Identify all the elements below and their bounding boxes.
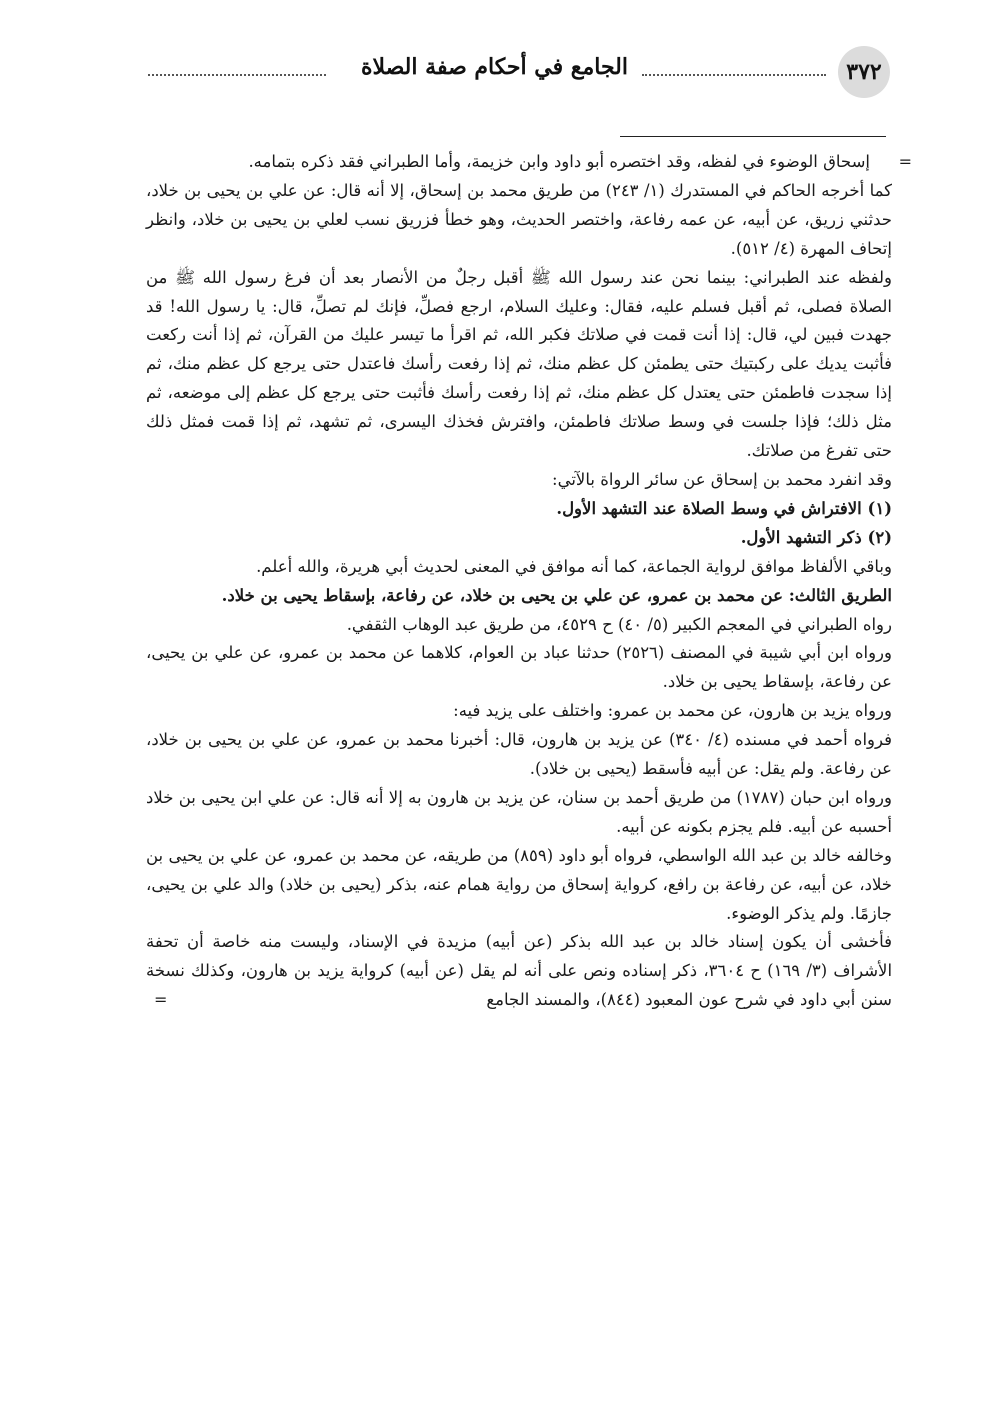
footnote-paragraph: وخالفه خالد بن عبد الله الواسطي، فرواه أبو داود (٨٥٩) من طريقه، عن محمد بن عمرو، عن علي بن يحيى بن خلاد، عن أبيه، عن رفاعة بن رافع، كرواية إسحاق من رواية همام عنه، بذكر (يحيى بن خلاد) والد علي بن يحيى، جازمًا. ولم يذكر الوضوء. — [146, 845, 893, 923]
footnote-paragraph: ورواه يزيد بن هارون، عن محمد بن عمرو: واختلف على يزيد فيه: — [453, 701, 892, 721]
footnote-paragraph: رواه الطبراني في المعجم الكبير (٥/ ٤٠) ح ٤٥٢٩، من طريق عبد الوهاب الثقفي. — [346, 614, 892, 634]
footnote-body — [146, 148, 912, 1015]
footnote-paragraph-bold: (٢) ذكر التشهد الأول. — [740, 527, 892, 547]
book-title: الجامع في أحكام صفة الصلاة — [360, 54, 628, 80]
page-number-badge — [838, 46, 890, 98]
footnote-paragraph: ورواه ابن حبان (١٧٨٧) من طريق أحمد بن سنان، عن يزيد بن هارون به إلا أنه قال: عن علي ابن يحيى بن خلاد أحسبه عن أبيه. فلم يجزم بكونه عن أبيه. — [146, 787, 892, 836]
header-dot-leader-right — [642, 74, 826, 76]
continuation-mark: = — [898, 152, 912, 171]
footnote-paragraph: وقد انفرد محمد بن إسحاق عن سائر الرواة بالآتي: — [552, 469, 892, 489]
end-continuation-mark: = — [154, 990, 168, 1010]
footnote-paragraph: فرواه أحمد في مسنده (٤/ ٣٤٠) عن يزيد بن هارون، قال: أخبرنا محمد بن عمرو، عن علي بن يحيى بن خلاد، عن رفاعة. ولم يقل: عن أبيه فأسقط (يحيى بن خلاد). — [146, 730, 892, 779]
footnote-paragraph: إسحاق الوضوء في لفظه، وقد اختصره أبو داود وابن خزيمة، وأما الطبراني فقد ذكره بتمامه. — [248, 152, 870, 171]
footnote-paragraph: وباقي الألفاظ موافق لرواية الجماعة، كما أنه موافق في المعنى لحديث أبي هريرة، والله أعلم. — [256, 556, 892, 576]
footnote-paragraph: كما أخرجه الحاكم في المستدرك (١/ ٢٤٣) من طريق محمد بن إسحاق، إلا أنه قال: عن علي بن يحيى بن خلاد، حدثني زريق، عن أبيه، عن عمه رفاعة، واختصر الحديث، وهو خطأ فزريق نسب لعلي بن يحيى بن خلاد، وانظر إتحاف المهرة (٤/ ٥١٢). — [146, 180, 892, 258]
page-number: ٣٧٢ — [846, 59, 882, 85]
footnote-paragraph-bold: (١) الافتراش في وسط الصلاة عند التشهد الأول. — [556, 498, 892, 518]
footnote-paragraph: فأخشى أن يكون إسناد خالد بن عبد الله بذكر (عن أبيه) مزيدة في الإسناد، وليست منه خاصة أن تحفة الأشراف (٣/ ١٦٩) ح ٣٦٠٤، ذكر إسناده ونص على أنه لم يقل (عن أبيه) كرواية يزيد بن هارون، وكذلك نسخة سنن أبي داود في شرح عون المعبود (٨٤٤)، والمسند الجامع — [146, 932, 893, 1010]
footnote-separator-rule — [620, 136, 886, 137]
header-dot-leader-left — [148, 74, 326, 76]
footnote-paragraph: ولفظه عند الطبراني: بينما نحن عند رسول الله ﷺ أقبل رجلٌ من الأنصار بعد أن فرغ رسول الله ﷺ من الصلاة فصلى، ثم أقبل فسلم عليه، فقال: وعليك السلام، ارجع فصلِّ، فإنك لم تصلِّ، قال: يا رسول الله! قد جهدت فبين لي، قال: إذا أنت قمت في صلاتك فكبر الله، ثم اقرأ ما تيسر عليك من القرآن، ثم إذا أنت ركعت فأثبت يديك على ركبتيك حتى يطمئن كل عظم منك، ثم إذا رفعت رأسك فاعتدل حتى يرجع كل عظم منك، ثم إذا سجدت فاطمئن حتى يعتدل كل عظم منك، ثم إذا رفعت رأسك فأثبت حتى يرجع كل عظم إلى موضعه، ثم مثل ذلك؛ فإذا جلست في وسط صلاتك فاطمئن، وافترش فخذك اليسرى، ثم تشهد، ثم إذا قمت فمثل ذلك حتى تفرغ من صلاتك. — [146, 267, 892, 461]
footnote-paragraph: ورواه ابن أبي شيبة في المصنف (٢٥٢٦) حدثنا عباد بن العوام، كلاهما عن محمد بن عمرو، عن علي بن يحيى، عن رفاعة، بإسقاط يحيى بن خلاد. — [146, 643, 892, 692]
page-header — [148, 46, 890, 98]
footnote-paragraph-bold: الطريق الثالث: عن محمد بن عمرو، عن علي بن يحيى بن خلاد، عن رفاعة، بإسقاط يحيى بن خلاد. — [221, 585, 892, 605]
